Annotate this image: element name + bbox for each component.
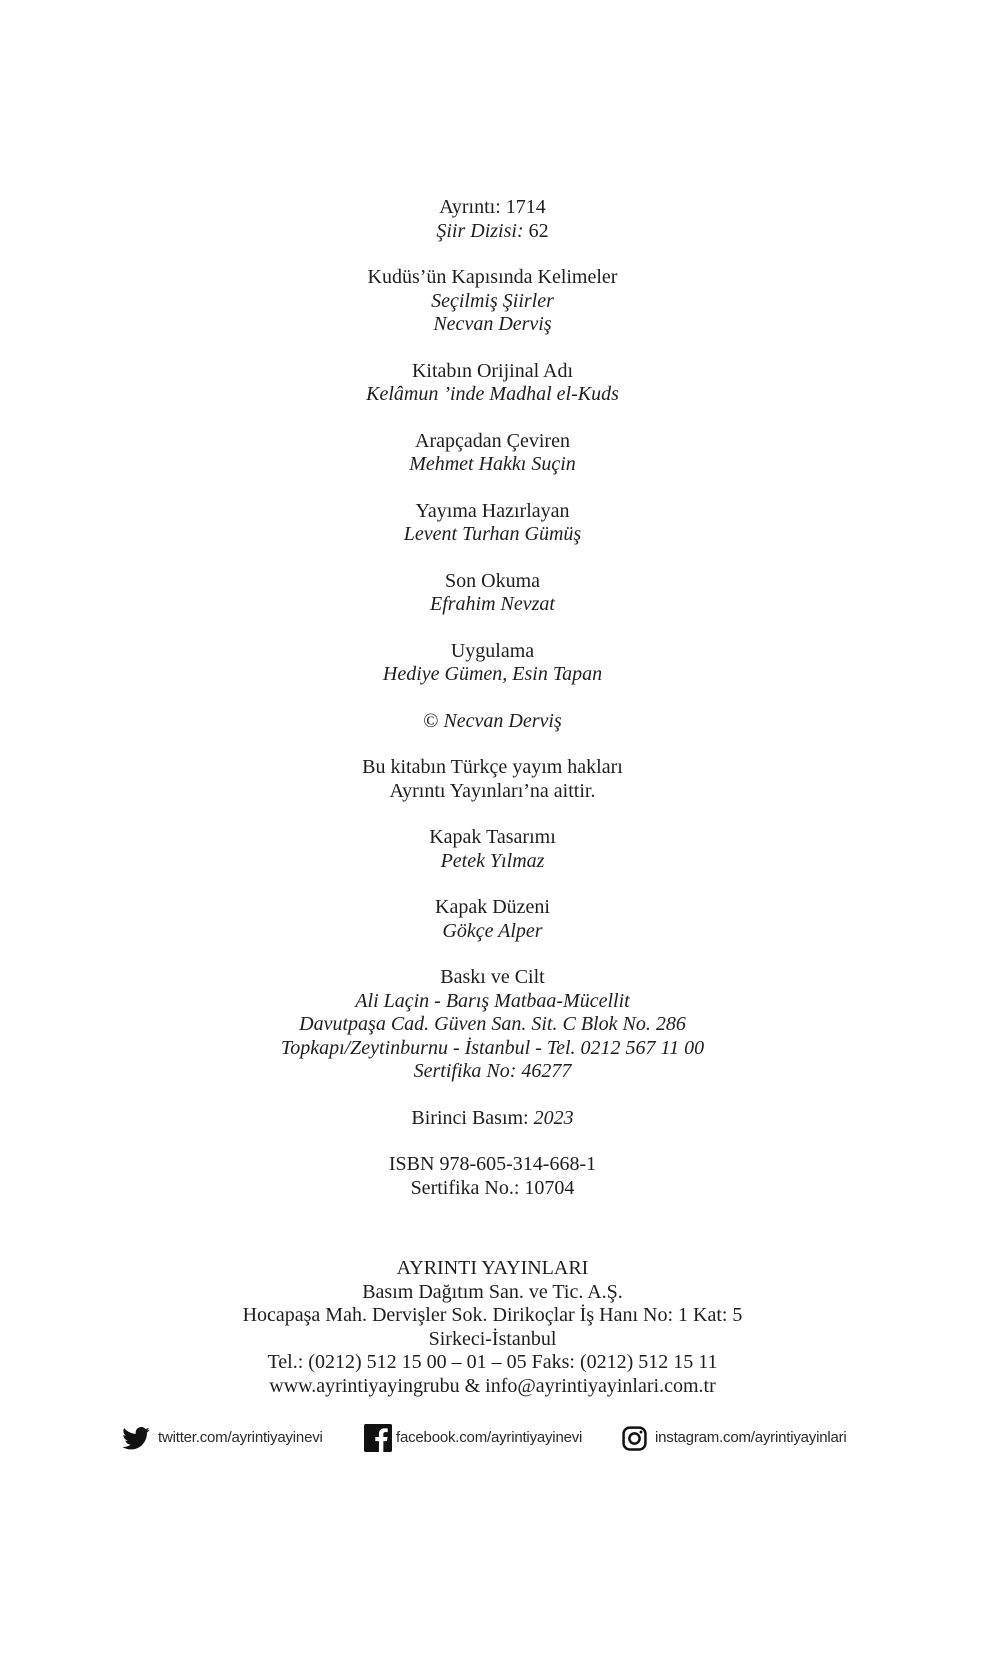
publisher-block bbox=[0, 1257, 985, 1398]
book-author: Necvan Derviş bbox=[433, 313, 552, 335]
isbn-number: ISBN 978-605-314-668-1 bbox=[388, 1153, 597, 1175]
instagram-link[interactable] bbox=[622, 1426, 847, 1451]
instagram-label: instagram.com/ayrintiyayinlari bbox=[655, 1429, 847, 1447]
copyright-line bbox=[0, 710, 985, 734]
first-edition-year: 2023 bbox=[533, 1106, 574, 1129]
twitter-link[interactable] bbox=[122, 1426, 364, 1450]
printing-label: Baskı ve Cilt bbox=[440, 966, 545, 988]
publisher-name: AYRINTI YAYINLARI bbox=[396, 1257, 589, 1279]
printer-city-phone: Topkapı/Zeytinburnu - İstanbul - Tel. 0212 567 11 00 bbox=[280, 1036, 705, 1059]
translator-name: Mehmet Hakkı Suçin bbox=[409, 453, 576, 475]
first-edition-block bbox=[0, 1107, 985, 1131]
proofreader-name: Efrahim Nevzat bbox=[430, 593, 555, 615]
copyright-holder: Necvan Derviş bbox=[443, 709, 562, 732]
layout-label: Uygulama bbox=[450, 639, 535, 662]
social-links bbox=[122, 1424, 847, 1452]
cover-layout-label: Kapak Düzeni bbox=[435, 896, 550, 918]
publisher-city: Sirkeci-İstanbul bbox=[428, 1327, 557, 1350]
poetry-series-number: 62 bbox=[523, 219, 549, 242]
rights-line-1: Bu kitabın Türkçe yayım hakları bbox=[362, 756, 623, 778]
publisher-company: Basım Dağıtım San. ve Tic. A.Ş. bbox=[362, 1280, 623, 1303]
publisher-certificate: Sertifika No.: 10704 bbox=[410, 1176, 575, 1199]
instagram-icon bbox=[622, 1426, 647, 1451]
editor-block bbox=[0, 500, 985, 547]
translator-block bbox=[0, 430, 985, 477]
original-title-value: Kelâmun ’inde Madhal el-Kuds bbox=[366, 383, 619, 405]
printer-name: Ali Laçin - Barış Matbaa-Mücellit bbox=[355, 989, 630, 1012]
rights-line-2: Ayrıntı Yayınları’na aittir. bbox=[389, 779, 596, 802]
book-title-block bbox=[0, 266, 985, 337]
first-edition-label: Birinci Basım: bbox=[411, 1106, 534, 1129]
copyright-block bbox=[0, 710, 985, 734]
editor-label: Yayıma Hazırlayan bbox=[415, 499, 570, 522]
twitter-icon bbox=[122, 1427, 150, 1450]
cover-design-label: Kapak Tasarımı bbox=[429, 826, 556, 848]
book-title: Kudüs’ün Kapısında Kelimeler bbox=[367, 266, 618, 288]
cover-designer-name: Petek Yılmaz bbox=[440, 849, 545, 872]
facebook-label: facebook.com/ayrintiyayinevi bbox=[396, 1429, 583, 1447]
publisher-phone: Tel.: (0212) 512 15 00 – 01 – 05 Faks: (0212) 512 15 11 bbox=[267, 1351, 718, 1373]
translator-label: Arapçadan Çeviren bbox=[415, 429, 570, 452]
original-title-label: Kitabın Orijinal Adı bbox=[411, 359, 574, 382]
layout-block bbox=[0, 640, 985, 687]
cover-layout-block bbox=[0, 896, 985, 943]
copyright-symbol: © bbox=[423, 709, 444, 732]
printer-address: Davutpaşa Cad. Güven San. Sit. C Blok No. 286 bbox=[299, 1013, 686, 1035]
first-edition-line bbox=[0, 1107, 985, 1131]
poetry-series-label: Şiir Dizisi: bbox=[436, 219, 524, 242]
original-title-block bbox=[0, 360, 985, 407]
facebook-icon bbox=[364, 1424, 392, 1452]
poetry-series bbox=[0, 220, 985, 244]
series-info bbox=[0, 196, 985, 243]
editor-name: Levent Turhan Gümüş bbox=[403, 523, 582, 545]
rights-block bbox=[0, 756, 985, 803]
publisher-address: Hocapaşa Mah. Dervişler Sok. Dirikoçlar İş Hanı No: 1 Kat: 5 bbox=[242, 1304, 743, 1326]
book-subtitle: Seçilmiş Şiirler bbox=[431, 289, 554, 312]
colophon-block bbox=[0, 196, 985, 1200]
printer-certificate: Sertifika No: 46277 bbox=[413, 1060, 572, 1082]
cover-layout-name: Gökçe Alper bbox=[442, 919, 543, 942]
printing-block bbox=[0, 966, 985, 1084]
series-number: Ayrıntı: 1714 bbox=[439, 196, 546, 218]
twitter-label: twitter.com/ayrintiyayinevi bbox=[158, 1429, 323, 1447]
proofreading-block bbox=[0, 570, 985, 617]
cover-design-block bbox=[0, 826, 985, 873]
facebook-link[interactable] bbox=[364, 1424, 622, 1452]
layout-names: Hediye Gümen, Esin Tapan bbox=[382, 663, 603, 685]
publisher-web: www.ayrintiyayingrubu & info@ayrintiyayinlari.com.tr bbox=[269, 1374, 716, 1397]
proofreading-label: Son Okuma bbox=[445, 569, 540, 592]
isbn-block bbox=[0, 1153, 985, 1200]
